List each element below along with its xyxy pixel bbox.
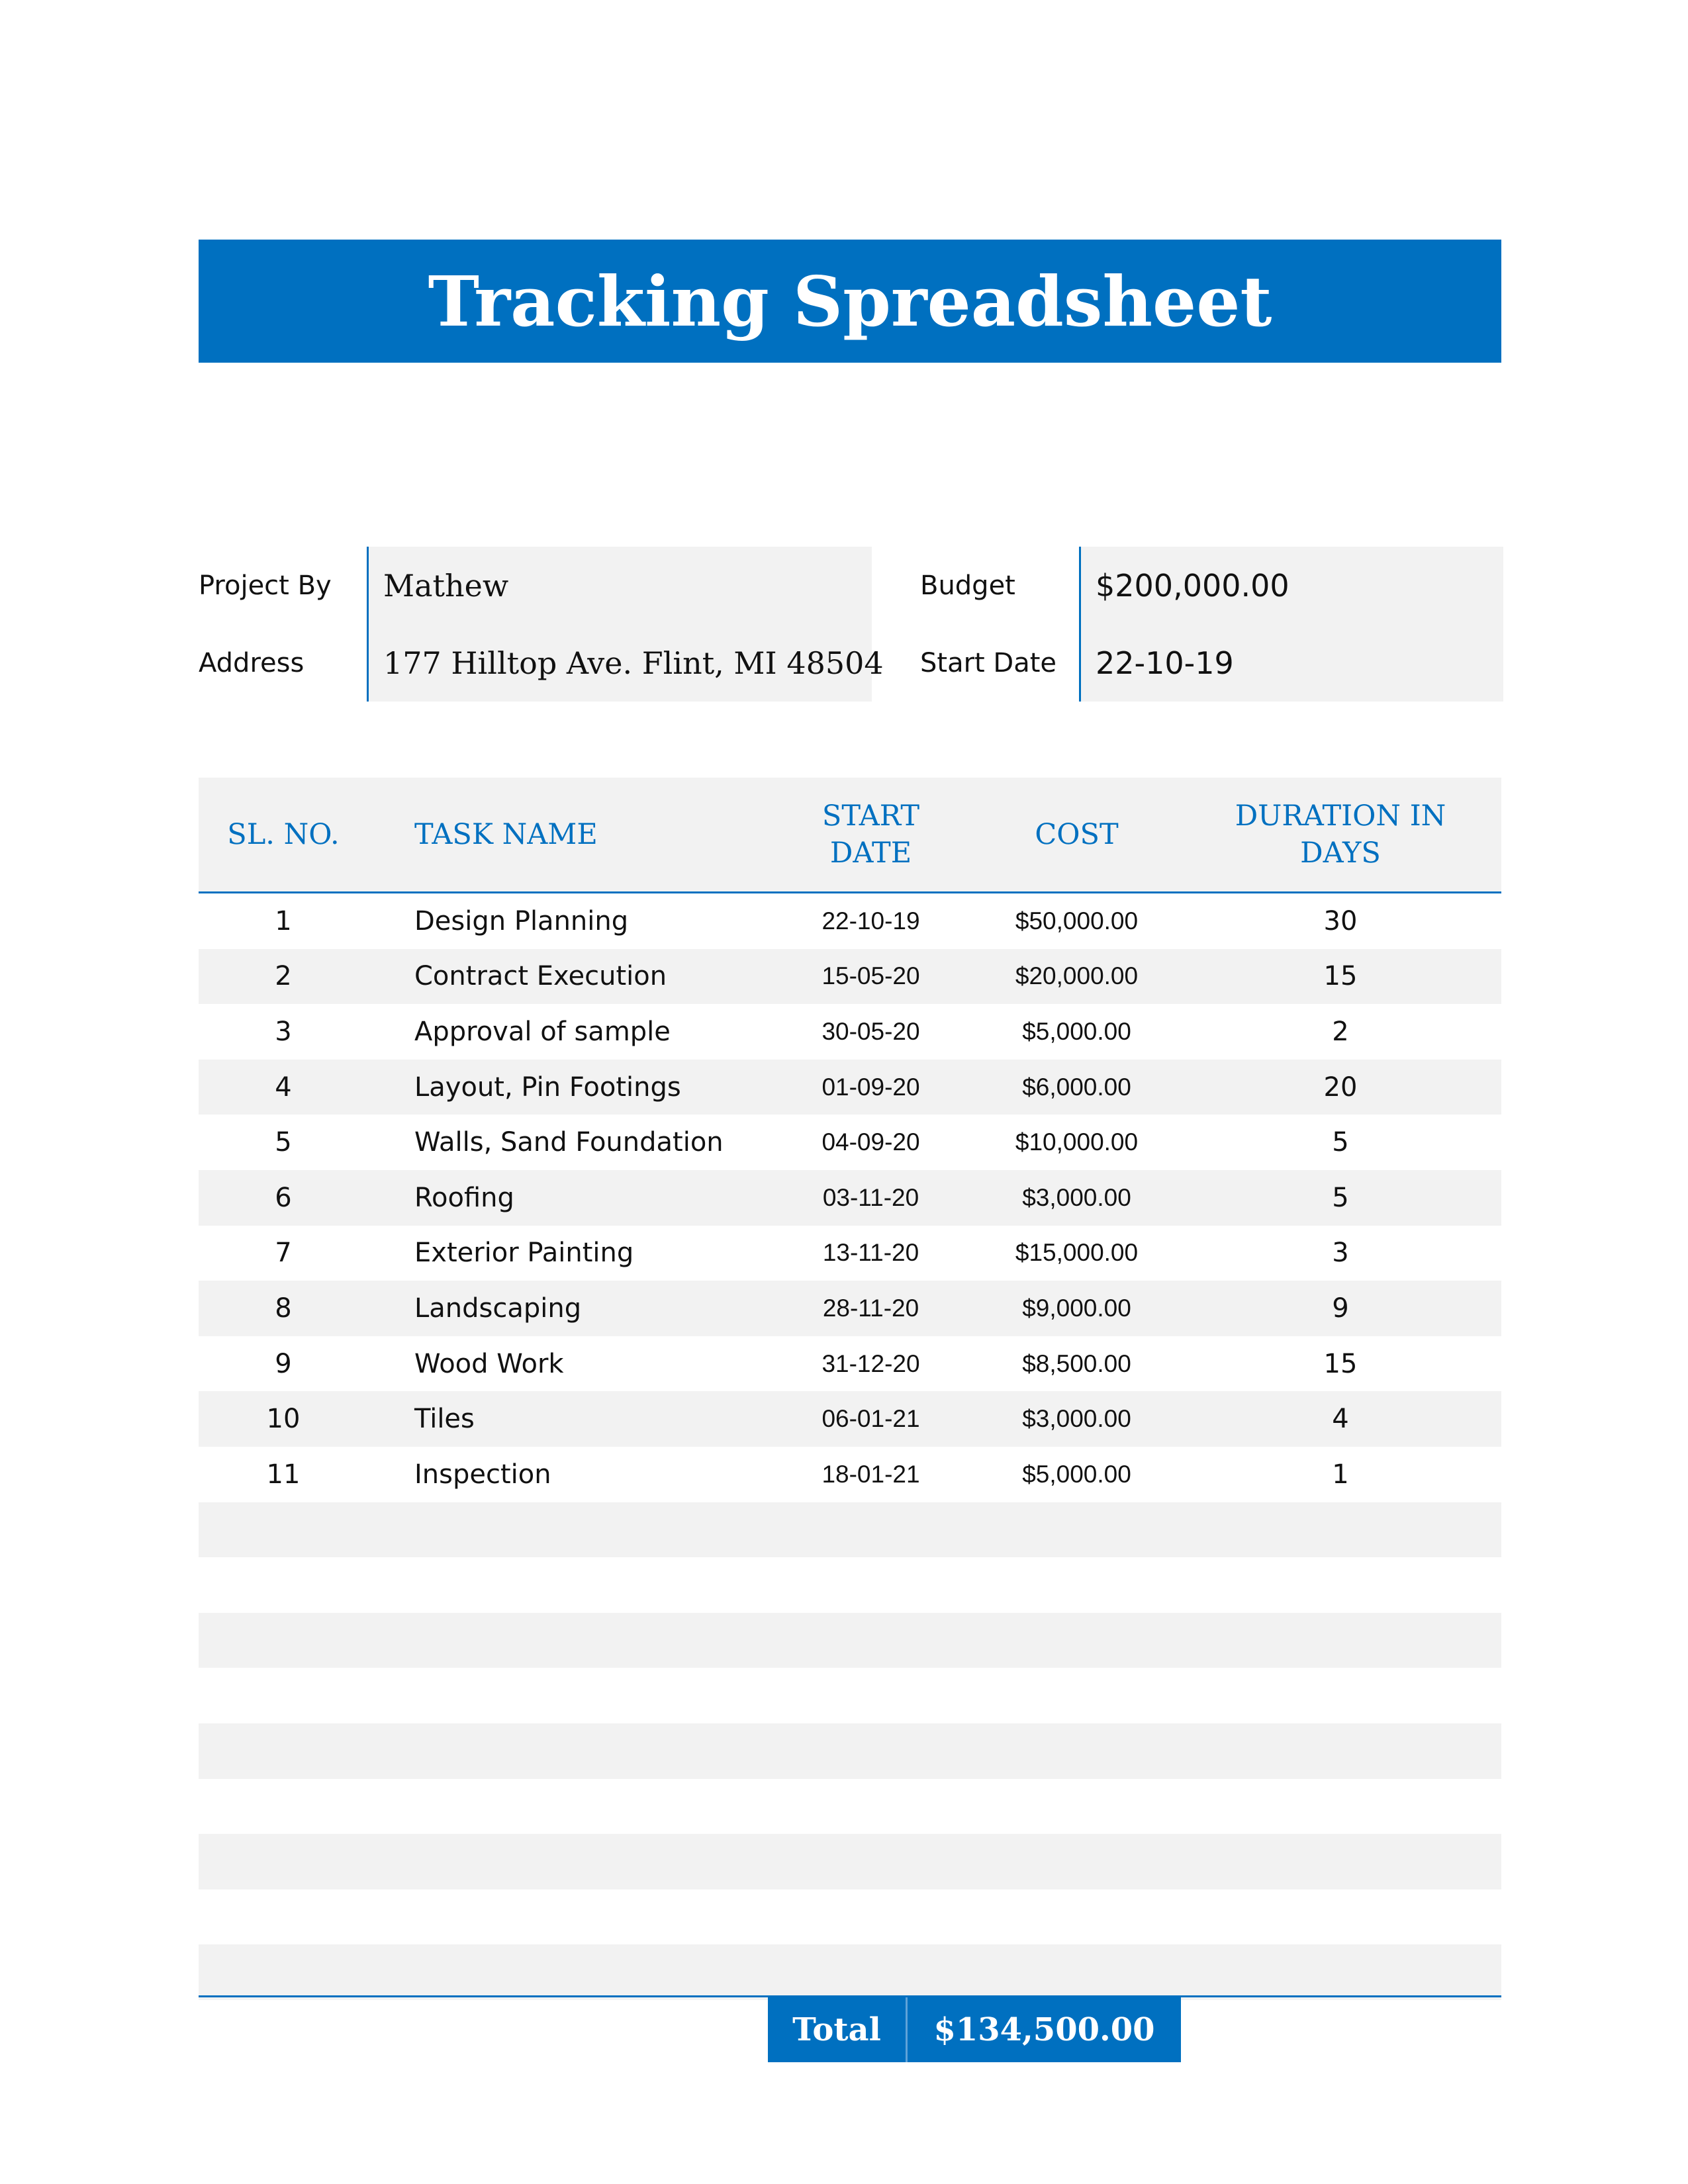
cell-sl-no[interactable]: 7 bbox=[275, 1238, 292, 1269]
cell-start-date[interactable]: 22-10-19 bbox=[821, 907, 920, 934]
cell-duration[interactable]: 3 bbox=[1332, 1238, 1349, 1269]
table-row bbox=[199, 1613, 1501, 1668]
cell-duration[interactable]: 15 bbox=[1323, 961, 1358, 992]
budget-value[interactable]: $200,000.00 bbox=[1096, 567, 1289, 604]
header-start-date-text: START DATE bbox=[821, 799, 920, 870]
cell-cost[interactable]: $15,000.00 bbox=[1015, 1239, 1139, 1267]
start-date-value[interactable]: 22-10-19 bbox=[1096, 645, 1234, 681]
table-row bbox=[199, 1723, 1501, 1779]
cell-duration[interactable]: 30 bbox=[1323, 905, 1358, 936]
task-table-body bbox=[199, 893, 1501, 2055]
title-banner bbox=[199, 240, 1501, 363]
header-task-name: TASK NAME bbox=[414, 818, 598, 851]
cell-start-date[interactable]: 04-09-20 bbox=[821, 1128, 920, 1156]
cell-cost[interactable]: $20,000.00 bbox=[1015, 962, 1139, 990]
cell-task-name[interactable]: Design Planning bbox=[414, 905, 629, 936]
cell-duration[interactable]: 15 bbox=[1323, 1348, 1358, 1379]
cell-cost[interactable]: $10,000.00 bbox=[1015, 1128, 1139, 1156]
cell-task-name[interactable]: Layout, Pin Footings bbox=[414, 1071, 681, 1103]
table-row bbox=[199, 1944, 1501, 2000]
header-start-date bbox=[768, 778, 974, 891]
cell-task-name[interactable]: Contract Execution bbox=[414, 961, 667, 992]
cell-sl-no[interactable]: 4 bbox=[275, 1071, 292, 1103]
cell-duration[interactable]: 20 bbox=[1323, 1071, 1358, 1103]
address-label: Address bbox=[199, 647, 305, 678]
cell-start-date[interactable]: 01-09-20 bbox=[821, 1073, 920, 1101]
cell-duration[interactable]: 1 bbox=[1332, 1459, 1349, 1490]
cell-cost[interactable]: $5,000.00 bbox=[1022, 1017, 1131, 1045]
total-label: Total bbox=[768, 1997, 908, 2062]
cell-cost[interactable]: $8,500.00 bbox=[1022, 1349, 1131, 1377]
cell-start-date[interactable]: 15-05-20 bbox=[821, 962, 920, 990]
cell-task-name[interactable]: Approval of sample bbox=[414, 1016, 671, 1047]
budget-label: Budget bbox=[920, 570, 1015, 601]
table-row bbox=[199, 1889, 1501, 1945]
cell-task-name[interactable]: Tiles bbox=[414, 1404, 475, 1435]
budget-info-block bbox=[920, 547, 1501, 702]
table-row bbox=[199, 1060, 1501, 1115]
cell-duration[interactable]: 2 bbox=[1332, 1016, 1349, 1047]
cell-sl-no[interactable]: 10 bbox=[266, 1404, 301, 1435]
total-box bbox=[768, 1997, 1181, 2062]
page-title: Tracking Spreadsheet bbox=[428, 260, 1272, 342]
cell-cost[interactable]: $3,000.00 bbox=[1022, 1405, 1131, 1433]
table-row bbox=[199, 1668, 1501, 1723]
cell-task-name[interactable]: Landscaping bbox=[414, 1293, 582, 1324]
project-by-label: Project By bbox=[199, 570, 332, 601]
table-row bbox=[199, 1447, 1501, 1502]
cell-cost[interactable]: $50,000.00 bbox=[1015, 907, 1139, 934]
table-row bbox=[199, 1557, 1501, 1613]
cell-start-date[interactable]: 31-12-20 bbox=[821, 1349, 920, 1377]
cell-start-date[interactable]: 28-11-20 bbox=[822, 1294, 919, 1322]
cell-cost[interactable]: $5,000.00 bbox=[1022, 1460, 1131, 1488]
table-row bbox=[199, 949, 1501, 1005]
cell-task-name[interactable]: Inspection bbox=[414, 1459, 551, 1490]
cell-duration[interactable]: 9 bbox=[1332, 1293, 1349, 1324]
cell-start-date[interactable]: 18-01-21 bbox=[821, 1460, 920, 1488]
table-row bbox=[199, 1115, 1501, 1170]
project-info-block bbox=[199, 547, 884, 702]
total-value: $134,500.00 bbox=[933, 2011, 1155, 2048]
project-info-values bbox=[367, 547, 884, 702]
cell-sl-no[interactable]: 8 bbox=[275, 1293, 292, 1324]
header-sl-no: SL. NO. bbox=[227, 818, 340, 851]
cell-sl-no[interactable]: 3 bbox=[275, 1016, 292, 1047]
table-row bbox=[199, 1336, 1501, 1392]
cell-task-name[interactable]: Roofing bbox=[414, 1182, 514, 1213]
start-date-label: Start Date bbox=[920, 647, 1057, 678]
cell-task-name[interactable]: Wood Work bbox=[414, 1348, 564, 1379]
table-row bbox=[199, 1779, 1501, 1835]
cell-start-date[interactable]: 30-05-20 bbox=[821, 1017, 920, 1045]
budget-info-values bbox=[1079, 547, 1503, 702]
cell-task-name[interactable]: Walls, Sand Foundation bbox=[414, 1127, 724, 1158]
cell-sl-no[interactable]: 9 bbox=[275, 1348, 292, 1379]
header-cost: COST bbox=[1035, 818, 1119, 851]
cell-cost[interactable]: $9,000.00 bbox=[1022, 1294, 1131, 1322]
cell-sl-no[interactable]: 11 bbox=[266, 1459, 301, 1490]
cell-duration[interactable]: 5 bbox=[1332, 1182, 1349, 1213]
cell-duration[interactable]: 4 bbox=[1332, 1404, 1349, 1435]
cell-start-date[interactable]: 13-11-20 bbox=[822, 1239, 919, 1267]
cell-task-name[interactable]: Exterior Painting bbox=[414, 1238, 634, 1269]
cell-start-date[interactable]: 03-11-20 bbox=[822, 1183, 919, 1211]
table-row bbox=[199, 1281, 1501, 1336]
cell-sl-no[interactable]: 2 bbox=[275, 961, 292, 992]
address-value[interactable]: 177 Hilltop Ave. Flint, MI 48504 bbox=[383, 645, 884, 681]
cell-start-date[interactable]: 06-01-21 bbox=[821, 1405, 920, 1433]
header-duration bbox=[1180, 778, 1501, 891]
table-row bbox=[199, 1834, 1501, 1889]
table-row bbox=[199, 1502, 1501, 1558]
header-duration-text: DURATION IN DAYS bbox=[1235, 799, 1446, 870]
cell-duration[interactable]: 5 bbox=[1332, 1127, 1349, 1158]
cell-cost[interactable]: $3,000.00 bbox=[1022, 1183, 1131, 1211]
table-row bbox=[199, 1391, 1501, 1447]
table-row bbox=[199, 1170, 1501, 1226]
project-by-value[interactable]: Mathew bbox=[383, 567, 509, 604]
cell-sl-no[interactable]: 5 bbox=[275, 1127, 292, 1158]
table-row bbox=[199, 1226, 1501, 1281]
table-header bbox=[199, 778, 1501, 893]
table-row bbox=[199, 893, 1501, 949]
table-row bbox=[199, 1004, 1501, 1060]
cell-cost[interactable]: $6,000.00 bbox=[1022, 1073, 1131, 1101]
cell-sl-no[interactable]: 1 bbox=[275, 905, 292, 936]
cell-sl-no[interactable]: 6 bbox=[275, 1182, 292, 1213]
